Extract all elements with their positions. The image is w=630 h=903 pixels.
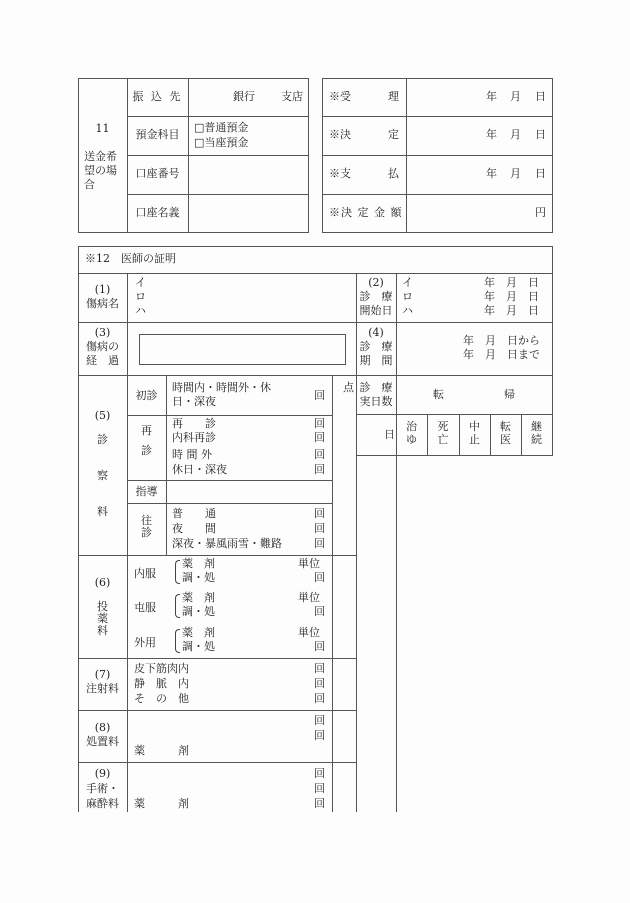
revisit-unit: 回 xyxy=(314,431,325,444)
consultation-fee-label: (5) 診 察 料 xyxy=(94,409,111,518)
actual-days-unit: 日 xyxy=(384,428,395,441)
external-use-label: 外用 xyxy=(134,636,156,649)
injection-unit: 回 xyxy=(314,677,325,690)
decided-year: 年 xyxy=(486,128,497,141)
start-date-ha: 年 月 日 xyxy=(484,304,539,317)
injection-unit: 回 xyxy=(314,692,325,705)
disease-name-items: イ ロ ハ xyxy=(135,276,146,317)
paid-day: 日 xyxy=(535,167,546,180)
paid-month: 月 xyxy=(510,167,521,180)
decided-amount-label: ※決 定 金 額 xyxy=(329,206,403,219)
received-label-suffix: 理 xyxy=(388,90,399,103)
branch-label: 支店 xyxy=(281,90,303,103)
oral-label: 内服 xyxy=(134,567,156,580)
treatment-period-label: (4) 診 療 期 間 xyxy=(359,326,393,367)
home-visit-unit: 回 xyxy=(314,507,325,520)
home-visit-label: 往 診 xyxy=(141,514,152,539)
outcome-label-b: 帰 xyxy=(504,388,515,401)
revisit-item: 休日・深夜 xyxy=(172,463,227,476)
checkbox-ordinary-deposit[interactable]: □普通預金 xyxy=(194,121,249,134)
injection-item: そ の 他 xyxy=(134,692,189,705)
section-11-title: 送金希 望の場 合 xyxy=(84,150,117,191)
decided-month: 月 xyxy=(510,128,521,141)
surgery-unit: 回 xyxy=(314,767,325,780)
start-date-i: 年 月 日 xyxy=(484,276,539,289)
injection-item: 皮下筋肉内 xyxy=(134,662,189,675)
account-holder-field[interactable] xyxy=(189,195,307,232)
treatment-start-label: (2) 診 療 開始日 xyxy=(359,276,393,317)
first-visit-unit: 回 xyxy=(314,389,325,402)
procedure-unit: 回 xyxy=(314,714,325,727)
times-unit: 回 xyxy=(314,571,325,584)
revisit-item: 時 間 外 xyxy=(172,448,212,461)
disease-name-field[interactable] xyxy=(150,275,354,320)
revisit-unit: 回 xyxy=(314,463,325,476)
injection-fee-label: (7) 注射料 xyxy=(86,668,119,695)
surgery-drug-label: 薬 剤 xyxy=(134,797,189,810)
account-holder-label: 口座名義 xyxy=(135,206,180,219)
outcome-died[interactable]: 死 亡 xyxy=(437,420,449,446)
surgery-anesthesia-fee-label: (9) 手術・ 麻酔料 xyxy=(86,767,119,810)
home-visit-item: 深夜・暴風雨雪・難路 xyxy=(172,537,282,550)
bank-label: 銀行 xyxy=(233,90,255,103)
decided-day: 日 xyxy=(535,128,546,141)
section-12-title: ※12 医師の証明 xyxy=(85,252,176,265)
revisit-unit: 回 xyxy=(314,417,325,430)
home-visit-item: 夜 間 xyxy=(172,522,216,535)
account-number-label: 口座番号 xyxy=(135,167,180,180)
revisit-unit: 回 xyxy=(314,448,325,461)
first-visit-label: 初診 xyxy=(135,389,158,402)
decided-label: ※決 xyxy=(329,128,351,141)
revisit-item: 再 診 xyxy=(172,417,216,430)
paid-label-suffix: 払 xyxy=(388,167,399,180)
account-number-field[interactable] xyxy=(189,156,307,193)
treatment-start-items: イ ロ ハ xyxy=(402,276,413,317)
actual-days-label: 診 療 実日数 xyxy=(359,381,393,408)
points-unit: 点 xyxy=(343,381,354,394)
first-visit-text: 時間内・時間外・休 日・深夜 xyxy=(172,381,271,408)
unit-label: 単位 xyxy=(298,557,320,570)
dispensing-label: 調・処 xyxy=(182,605,215,618)
surgery-unit: 回 xyxy=(314,797,325,810)
received-month: 月 xyxy=(510,90,521,103)
home-visit-unit: 回 xyxy=(314,522,325,535)
times-unit: 回 xyxy=(314,605,325,618)
injection-unit: 回 xyxy=(314,662,325,675)
period-to: 年 月 日まで xyxy=(463,348,540,361)
outcome-discontinued[interactable]: 中 止 xyxy=(469,420,480,446)
start-date-ro: 年 月 日 xyxy=(484,290,539,303)
as-needed-label: 屯服 xyxy=(134,601,156,614)
outcome-continued[interactable]: 継 続 xyxy=(531,420,542,446)
section-11-number: 11 xyxy=(95,122,110,135)
transfer-to-label: 振 込 先 xyxy=(132,90,183,103)
outcome-transferred[interactable]: 転 医 xyxy=(500,420,511,446)
drug-label: 薬 剤 xyxy=(182,591,215,604)
home-visit-item: 普 通 xyxy=(172,507,216,520)
disease-progress-field[interactable] xyxy=(139,334,346,365)
paid-year: 年 xyxy=(486,167,497,180)
procedure-drug-label: 薬 剤 xyxy=(134,744,189,757)
yen-unit: 円 xyxy=(535,206,546,219)
unit-label: 単位 xyxy=(298,591,320,604)
received-day: 日 xyxy=(535,90,546,103)
procedure-fee-label: (8) 処置料 xyxy=(86,721,119,748)
dispensing-label: 調・処 xyxy=(182,571,215,584)
decided-label-suffix: 定 xyxy=(388,128,399,141)
period-from: 年 月 日から xyxy=(463,334,540,347)
unit-label: 単位 xyxy=(298,626,320,639)
outcome-label-a: 転 xyxy=(433,388,444,401)
drug-label: 薬 剤 xyxy=(182,557,215,570)
revisit-item: 内科再診 xyxy=(172,431,216,444)
paid-label: ※支 xyxy=(329,167,351,180)
disease-progress-label: (3) 傷病の 経 過 xyxy=(86,326,119,367)
procedure-unit: 回 xyxy=(314,729,325,742)
guidance-label: 指導 xyxy=(135,485,158,498)
deposit-type-label: 預金科目 xyxy=(135,128,180,141)
times-unit: 回 xyxy=(314,640,325,653)
injection-item: 静 脈 内 xyxy=(134,677,189,690)
dispensing-label: 調・処 xyxy=(182,640,215,653)
surgery-unit: 回 xyxy=(314,782,325,795)
outcome-cured[interactable]: 治 ゆ xyxy=(406,420,417,446)
received-year: 年 xyxy=(486,90,497,103)
checkbox-current-deposit[interactable]: □当座預金 xyxy=(194,136,249,149)
medication-fee-label: (6) 投 薬 料 xyxy=(94,576,111,637)
revisit-label: 再 診 xyxy=(141,424,152,457)
disease-name-label: (1) 傷病名 xyxy=(86,283,119,310)
home-visit-unit: 回 xyxy=(314,537,325,550)
received-label: ※受 xyxy=(329,90,351,103)
drug-label: 薬 剤 xyxy=(182,626,215,639)
